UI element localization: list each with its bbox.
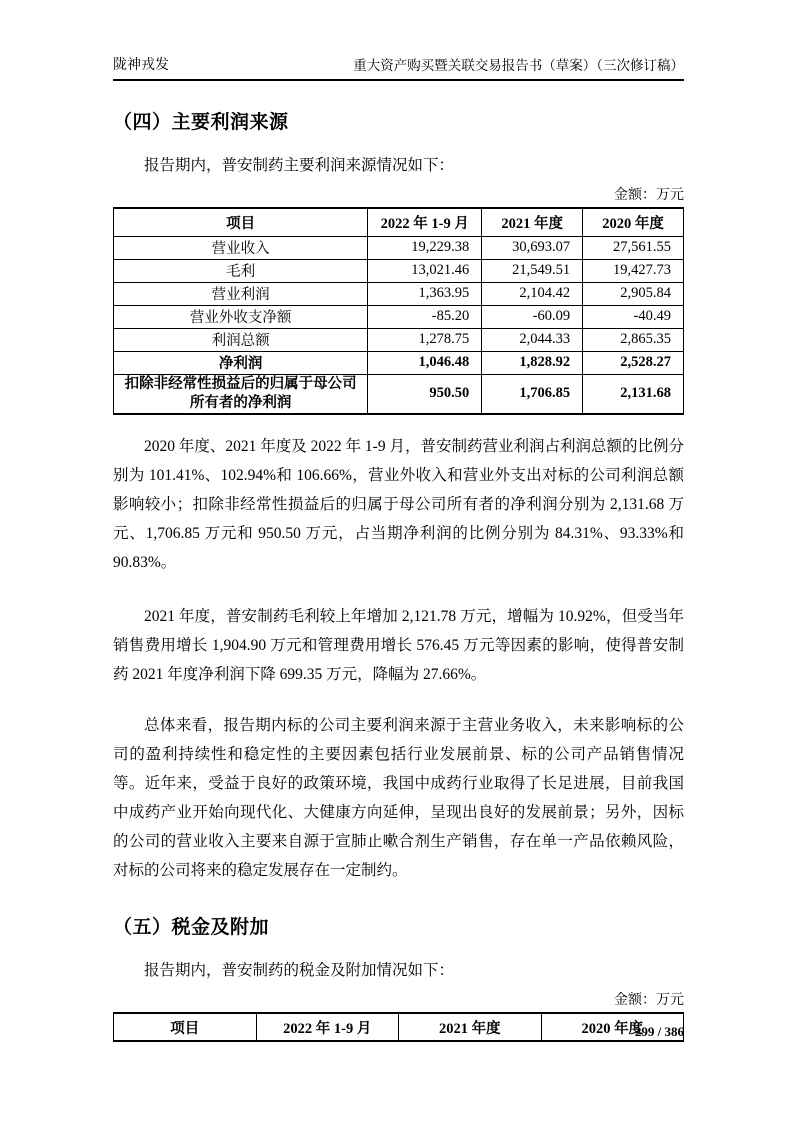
- table-row: [114, 328, 684, 351]
- section4-intro: 报告期内，普安制药主要利润来源情况如下：: [144, 157, 455, 174]
- row-value: 1,363.95: [368, 282, 482, 305]
- col-header-item: 项目: [114, 208, 368, 236]
- row-value: 950.50: [368, 374, 482, 414]
- row-value: 1,046.48: [368, 351, 482, 374]
- table-header-row: [114, 1013, 684, 1041]
- profit-sources-table: [113, 207, 684, 415]
- header-company-name: 陇神戎发: [113, 58, 169, 73]
- row-value: 1,706.85: [482, 374, 583, 414]
- row-value: 2,044.33: [482, 328, 583, 351]
- row-label: 营业收入: [114, 236, 368, 259]
- row-label: 营业外收支净额: [114, 305, 368, 328]
- section5-intro: 报告期内，普安制药的税金及附加情况如下：: [144, 962, 455, 979]
- row-value: 21,549.51: [482, 259, 583, 282]
- table-row: [114, 236, 684, 259]
- section5-title: （五）税金及附加: [113, 917, 270, 938]
- row-value: -60.09: [482, 305, 583, 328]
- row-label: 毛利: [114, 259, 368, 282]
- row-value: 30,693.07: [482, 236, 583, 259]
- row-label: 扣除非经常性损益后的归属于母公司所有者的净利润: [114, 374, 368, 414]
- header-document-title: 重大资产购买暨关联交易报告书（草案）（三次修订稿）: [353, 58, 684, 73]
- page-content: [113, 0, 684, 1042]
- col-header-2020: 2020 年度: [583, 208, 684, 236]
- table-row: [114, 374, 684, 414]
- section4-title: （四）主要利润来源: [113, 112, 289, 133]
- col-header-2022: 2022 年 1-9 月: [256, 1013, 399, 1041]
- table-row: [114, 305, 684, 328]
- row-label: 利润总额: [114, 328, 368, 351]
- row-value: -85.20: [368, 305, 482, 328]
- row-value: -40.49: [583, 305, 684, 328]
- row-label: 营业利润: [114, 282, 368, 305]
- row-value: 1,828.92: [482, 351, 583, 374]
- row-value: 2,905.84: [583, 282, 684, 305]
- row-value: 13,021.46: [368, 259, 482, 282]
- running-header: [113, 0, 684, 81]
- body-paragraph: 2021 年度，普安制药毛利较上年增加 2,121.78 万元，增幅为 10.92%，但受当年销售费用增长 1,904.90 万元和管理费用增长 576.45 万元等因素的影响，使得普安制药 2021 年度净利润下降 699.35 万元，降幅为 27.66%。: [113, 608, 684, 683]
- col-header-2021: 2021 年度: [482, 208, 583, 236]
- col-header-2022: 2022 年 1-9 月: [368, 208, 482, 236]
- table-row: [114, 259, 684, 282]
- col-header-2021: 2021 年度: [399, 1013, 542, 1041]
- row-value: 27,561.55: [583, 236, 684, 259]
- page-number: 299 / 386: [634, 1024, 684, 1039]
- table-row: [114, 282, 684, 305]
- body-paragraph: 总体来看，报告期内标的公司主要利润来源于主营业务收入，未来影响标的公司的盈利持续性和稳定性的主要因素包括行业发展前景、标的公司产品销售情况等。近年来，受益于良好的政策环境，我国中成药行业取得了长足进展，目前我国中成药产业开始向现代化、大健康方向延伸，呈现出良好的发展前景；另外，因标的公司的营业收入主要来自源于宣肺止嗽合剂生产销售，存在单一产品依赖风险，对标的公司将来的稳定发展存在一定制约。: [113, 717, 684, 879]
- section4-unit-label: 金额：万元: [614, 188, 684, 203]
- row-value: 2,528.27: [583, 351, 684, 374]
- col-header-2020: 2020 年度: [541, 1013, 684, 1041]
- row-label: 净利润: [114, 351, 368, 374]
- tax-surcharges-table: [113, 1012, 684, 1042]
- row-value: 19,229.38: [368, 236, 482, 259]
- row-value: 2,131.68: [583, 374, 684, 414]
- section5-unit-label: 金额：万元: [614, 993, 684, 1008]
- row-value: 1,278.75: [368, 328, 482, 351]
- row-value: 2,865.35: [583, 328, 684, 351]
- row-value: 2,104.42: [482, 282, 583, 305]
- body-paragraph: 2020 年度、2021 年度及 2022 年 1-9 月，普安制药营业利润占利润总额的比例分别为 101.41%、102.94%和 106.66%，营业外收入和营业外支出对标的公司利润总额影响较小；扣除非经常性损益后的归属于母公司所有者的净利润分别为 2,131.68 万元、1,706.85 万元和 950.50 万元，占当期净利润的比例分别为 84.31%、93.33%和 90.83%。: [113, 438, 684, 571]
- table-row: [114, 351, 684, 374]
- row-value: 19,427.73: [583, 259, 684, 282]
- table-header-row: [114, 208, 684, 236]
- col-header-item: 项目: [114, 1013, 257, 1041]
